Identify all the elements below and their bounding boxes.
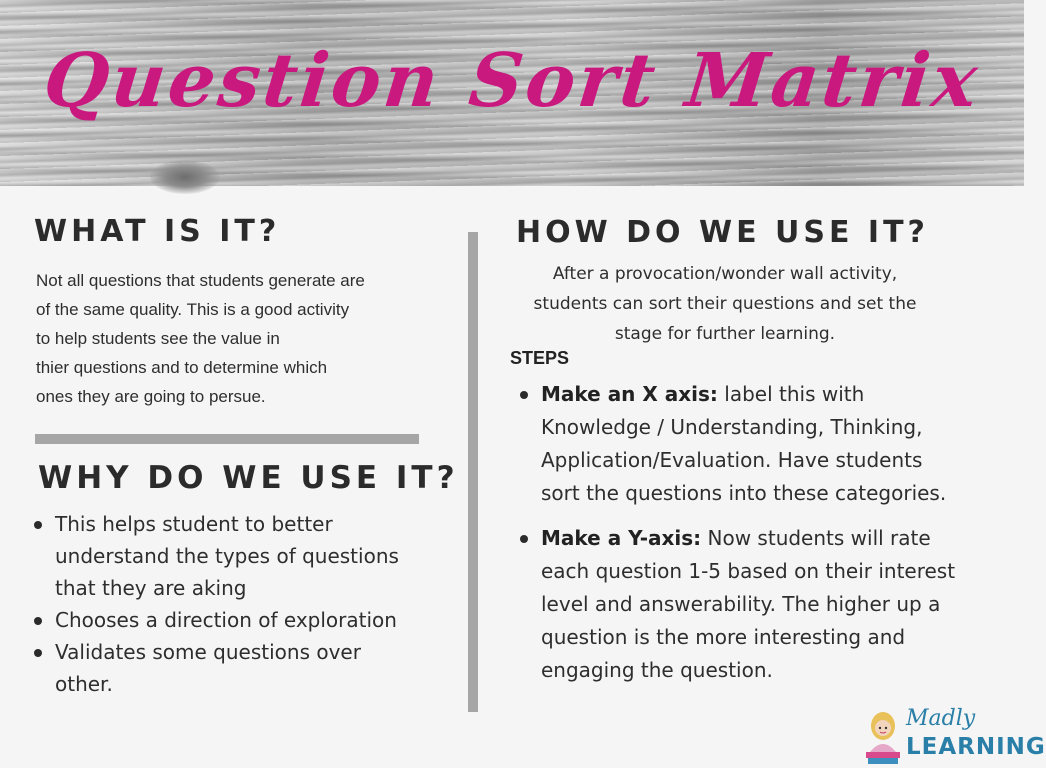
bullet-icon [34,521,42,529]
bullet-icon [520,535,528,543]
logo-word-madly: Madly [906,706,976,731]
how-line: students can sort their questions and set the [533,294,917,314]
why-list [31,508,431,700]
step-text: Now students will rate [701,526,931,550]
item-line: Chooses a direction of exploration [55,608,397,632]
step-first-line [541,522,987,555]
step-line: Application/Evaluation. Have students [541,448,923,472]
teacher-avatar-icon [862,706,904,766]
what-line: Not all questions that students generate are [36,271,365,290]
wood-header [0,0,1024,186]
bullet-icon [34,617,42,625]
what-heading: WHAT IS IT? [34,214,281,249]
step-line: question is the more interesting and [541,625,906,649]
step-line: sort the questions into these categories. [541,481,947,505]
steps-label: STEPS [510,348,570,368]
logo-word-learning: LEARNING [906,734,1046,760]
step-line: each question 1-5 based on their interest [541,559,956,583]
what-line: to help students see the value in [36,329,280,348]
brand-logo [862,706,1046,766]
how-heading: HOW DO WE USE IT? [516,215,929,250]
list-item [31,508,431,604]
list-item [31,636,431,700]
list-item [31,604,431,636]
step-line: Knowledge / Understanding, Thinking, [541,415,923,439]
step-text: label this with [717,382,865,406]
steps-list [517,378,987,699]
how-line: After a provocation/wonder wall activity, [552,264,898,284]
item-line: Validates some questions over [55,640,361,664]
how-intro [500,259,950,349]
item-line: This helps student to better [55,512,333,536]
step-first-line [541,378,987,411]
item-line: that they are aking [55,576,247,600]
step-line: engaging the question. [541,658,773,682]
what-line: thier questions and to determine which [36,358,328,377]
why-heading: WHY DO WE USE IT? [38,460,459,496]
step-line: level and answerability. The higher up a [541,592,941,616]
page-title: Question Sort Matrix [39,38,985,124]
step-title: Make a Y-axis: [541,526,702,550]
list-item [517,522,987,687]
what-line: ones they are going to persue. [36,387,266,406]
item-line: understand the types of questions [55,544,399,568]
bullet-icon [34,649,42,657]
wood-knot [150,160,220,194]
item-line: other. [55,672,113,696]
vertical-divider [468,232,478,712]
bullet-icon [520,391,528,399]
horizontal-divider [35,434,419,444]
what-line: of the same quality. This is a good activity [36,300,350,319]
what-description [36,266,416,411]
step-title: Make an X axis: [541,382,718,406]
list-item [517,378,987,510]
how-line: stage for further learning. [614,324,836,344]
